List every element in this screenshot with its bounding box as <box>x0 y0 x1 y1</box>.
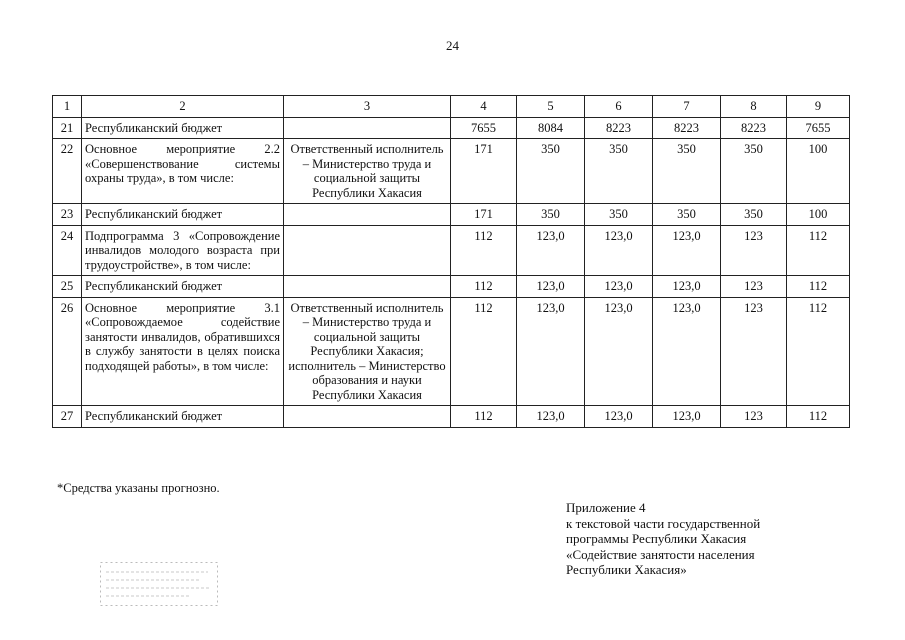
value-cell: 123,0 <box>517 406 585 428</box>
value-cell: 123,0 <box>653 276 721 298</box>
row-name-cell <box>82 204 284 226</box>
cell-text-line: Ответственный исполнитель <box>290 142 444 156</box>
cell-text-line: работы», в том числе: <box>152 358 269 373</box>
cell-text-line: – Министерство труда и <box>302 156 432 171</box>
cell-text-line: Республики Хакасия <box>312 185 422 200</box>
row-name-cell <box>82 406 284 428</box>
cell-text-line: Министерство образования <box>312 358 446 387</box>
value-cell: 123 <box>721 297 787 406</box>
table-row <box>53 225 850 276</box>
value-cell: 123,0 <box>585 406 653 428</box>
registration-stamp <box>100 562 218 606</box>
value-cell: 112 <box>787 225 850 276</box>
value-cell: 8223 <box>721 117 787 139</box>
value-cell: 123,0 <box>653 225 721 276</box>
value-cell: 123 <box>721 276 787 298</box>
cell-text-line: социальной защиты <box>313 171 421 185</box>
cell-text-line: Республики Хакасия; <box>310 344 424 358</box>
row-number-cell: 27 <box>53 406 82 428</box>
cell-text-line: «Совершенствование системы <box>85 156 280 171</box>
value-cell: 123,0 <box>517 297 585 406</box>
cell-text-line: Республиканский бюджет <box>85 120 223 135</box>
column-header: 3 <box>284 96 451 118</box>
cell-text-line: трудоустройстве», в том числе: <box>85 257 251 272</box>
value-cell: 123 <box>721 225 787 276</box>
value-cell: 350 <box>585 139 653 204</box>
value-cell: 350 <box>653 204 721 226</box>
value-cell: 112 <box>451 297 517 406</box>
value-cell: 8223 <box>585 117 653 139</box>
column-header: 8 <box>721 96 787 118</box>
cell-text-line: Республиканский бюджет <box>85 409 223 423</box>
column-header: 5 <box>517 96 585 118</box>
row-executor-cell <box>284 117 451 139</box>
table-header-row <box>53 96 850 118</box>
value-cell: 112 <box>787 276 850 298</box>
row-number-cell: 25 <box>53 276 82 298</box>
value-cell: 112 <box>787 297 850 406</box>
table-row <box>53 204 850 226</box>
row-executor-cell <box>284 276 451 298</box>
value-cell: 123,0 <box>585 225 653 276</box>
cell-text-line: и науки Республики Хакасия <box>312 373 422 402</box>
column-header: 1 <box>53 96 82 118</box>
value-cell: 350 <box>585 204 653 226</box>
cell-text-line: в целях поиска подходящей <box>85 344 280 373</box>
cell-text-line: занятости инвалидов, <box>85 329 201 344</box>
appendix-line: к текстовой части государственной <box>566 515 761 531</box>
value-cell: 100 <box>787 204 850 226</box>
cell-text-line: Республиканский бюджет <box>85 207 223 221</box>
value-cell: 112 <box>787 406 850 428</box>
cell-text-line: – Министерство труда и <box>302 315 432 329</box>
cell-text-line: Подпрограмма 3 «Сопровождение <box>85 228 280 243</box>
table-row <box>53 139 850 204</box>
row-number-cell: 22 <box>53 139 82 204</box>
value-cell: 123,0 <box>653 406 721 428</box>
row-name-cell <box>82 297 284 406</box>
cell-text-line: социальной защиты <box>313 329 421 344</box>
cell-text-line: Основное мероприятие 3.1 <box>85 300 280 315</box>
cell-text-line: Ответственный исполнитель <box>290 300 444 315</box>
cell-text-line: «Сопровождаемое содействие <box>85 315 280 329</box>
value-cell: 350 <box>721 139 787 204</box>
value-cell: 171 <box>451 139 517 204</box>
row-executor-cell <box>284 297 451 406</box>
column-header: 6 <box>585 96 653 118</box>
value-cell: 112 <box>451 225 517 276</box>
cell-text-line: Основное мероприятие 2.2 <box>85 142 280 156</box>
value-cell: 8223 <box>653 117 721 139</box>
value-cell: 123,0 <box>585 297 653 406</box>
table-row <box>53 276 850 298</box>
value-cell: 100 <box>787 139 850 204</box>
column-header: 4 <box>451 96 517 118</box>
value-cell: 350 <box>653 139 721 204</box>
value-cell: 112 <box>451 406 517 428</box>
cell-text-line: исполнитель – <box>288 358 366 373</box>
row-name-cell <box>82 139 284 204</box>
cell-text-line: инвалидов молодого возраста при <box>85 243 280 257</box>
footnote: *Средства указаны прогнозно. <box>57 481 220 495</box>
column-header: 7 <box>653 96 721 118</box>
value-cell: 123,0 <box>653 297 721 406</box>
value-cell: 123 <box>721 406 787 428</box>
table-row <box>53 297 850 406</box>
budget-table <box>52 95 850 428</box>
column-header: 9 <box>787 96 850 118</box>
appendix-line: «Содействие занятости населения <box>566 546 755 562</box>
row-number-cell: 23 <box>53 204 82 226</box>
row-number-cell: 26 <box>53 297 82 406</box>
value-cell: 350 <box>517 204 585 226</box>
cell-text-line: Республиканский бюджет <box>85 279 223 293</box>
value-cell: 350 <box>721 204 787 226</box>
value-cell: 8084 <box>517 117 585 139</box>
row-executor-cell <box>284 225 451 276</box>
page-number: 24 <box>446 38 459 53</box>
value-cell: 123,0 <box>517 276 585 298</box>
row-executor-cell <box>284 406 451 428</box>
table-row <box>53 406 850 428</box>
column-header: 2 <box>82 96 284 118</box>
value-cell: 123,0 <box>517 225 585 276</box>
appendix-line: Приложение 4 <box>566 500 646 515</box>
cell-text-line: обратившихся в службу занятости <box>85 329 281 358</box>
value-cell: 7655 <box>451 117 517 139</box>
table-row <box>53 117 850 139</box>
row-executor-cell <box>284 139 451 204</box>
row-name-cell <box>82 276 284 298</box>
row-number-cell: 21 <box>53 117 82 139</box>
row-name-cell <box>82 117 284 139</box>
value-cell: 350 <box>517 139 585 204</box>
value-cell: 123,0 <box>585 276 653 298</box>
value-cell: 112 <box>451 276 517 298</box>
row-executor-cell <box>284 204 451 226</box>
appendix-line: программы Республики Хакасия <box>566 531 747 546</box>
value-cell: 7655 <box>787 117 850 139</box>
appendix-line: Республики Хакасия» <box>566 562 687 577</box>
row-name-cell <box>82 225 284 276</box>
appendix-caption <box>566 500 760 578</box>
row-number-cell: 24 <box>53 225 82 276</box>
cell-text-line: охраны труда», в том числе: <box>85 171 234 185</box>
value-cell: 171 <box>451 204 517 226</box>
